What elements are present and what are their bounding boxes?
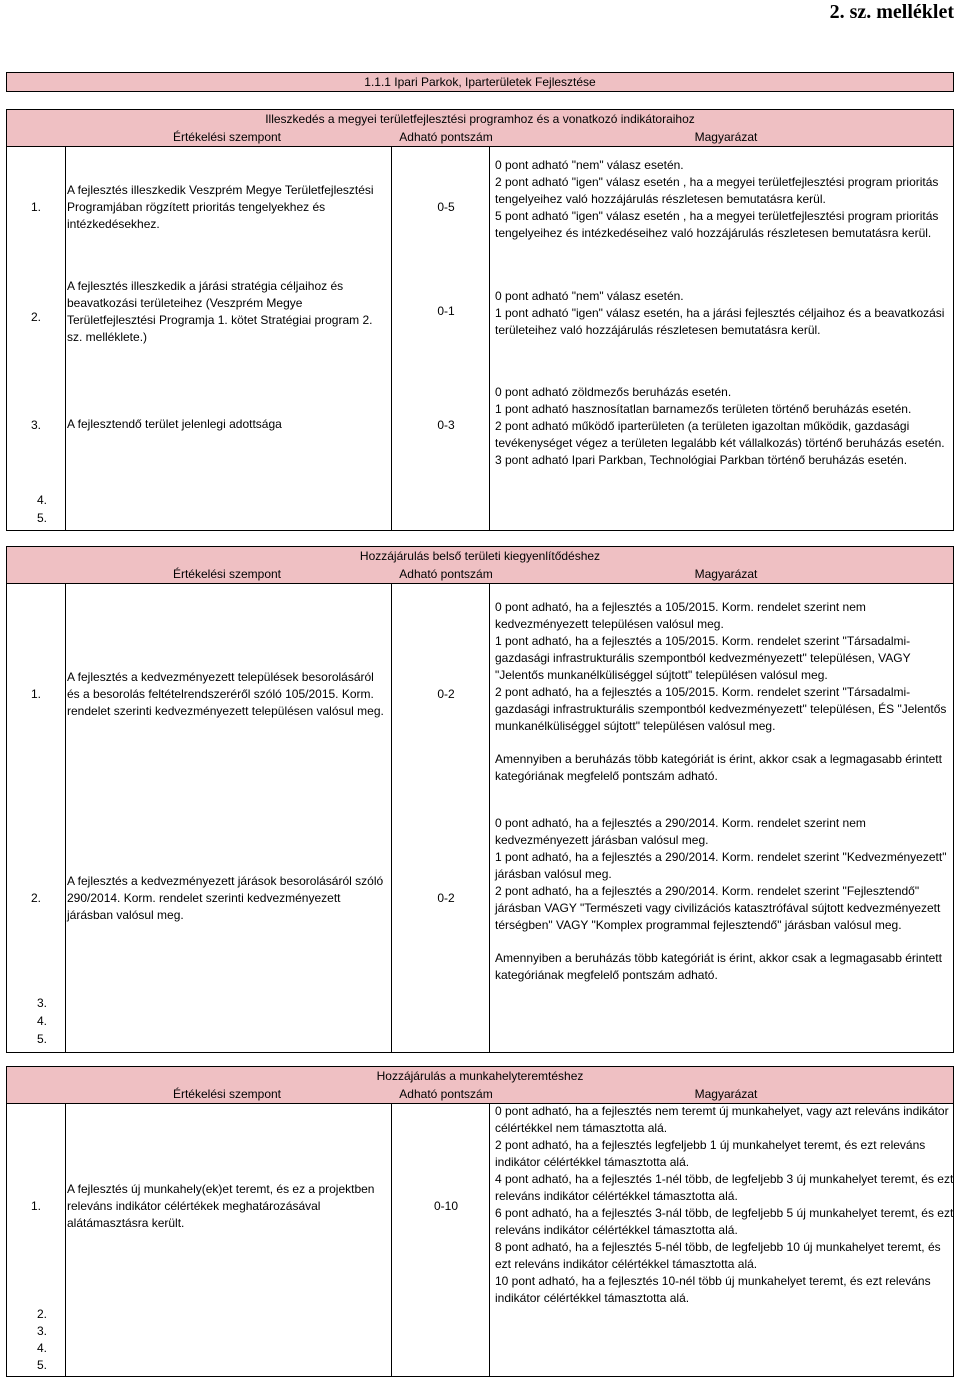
explanation-line: 5 pont adható "igen" válasz esetén , ha a megyei területfejlesztési program prioritás tengelyeihez és intézkedéseihez való hozzájárulás részletesen bemutatásra kerül. xyxy=(495,209,939,240)
column-criterion: Értékelési szempont xyxy=(172,1087,282,1101)
explanation-line: 2 pont adható működő iparterületen (a területen igazoltan működik, gazdasági tevékenységet végez a területen legalább két vállalkozás) történő beruházás esetén. xyxy=(495,419,945,450)
row-points: 0-1 xyxy=(437,304,455,318)
explanation-line: 1 pont adható "igen" válasz esetén, ha a járási fejlesztés céljaihoz és a beavatkozási területeihez való hozzájárulás részletesen bemutatásra kerül. xyxy=(495,306,945,337)
row-number: 1. xyxy=(30,687,41,701)
column-points: Adható pontszám xyxy=(399,130,493,144)
row-points: 0-10 xyxy=(433,1199,459,1213)
row-points: 0-2 xyxy=(437,891,455,905)
empty-row-number: 5. xyxy=(37,511,48,525)
section3-body xyxy=(6,1103,954,1377)
section2-heading: Hozzájárulás belső területi kiegyenlítődéshez xyxy=(6,546,954,566)
explanation-line: 8 pont adható, ha a fejlesztés 5-nél több, de legfeljebb 10 új munkahelyet teremt, és ezt releváns indikátor célértékkel támasztotta alá. xyxy=(495,1240,941,1271)
explanation-note: Amennyiben a beruházás több kategóriát is érint, akkor csak a legmagasabb érintett kategóriának megfelelő pontszám adható. xyxy=(495,752,942,783)
column-criterion: Értékelési szempont xyxy=(172,567,282,581)
section2-column-header xyxy=(6,565,954,584)
row-number: 2. xyxy=(30,310,41,324)
column-explanation: Magyarázat xyxy=(694,130,758,144)
explanation-line: 0 pont adható, ha a fejlesztés a 105/2015. Korm. rendelet szerint nem kedvezményezett településen valósul meg. xyxy=(495,600,866,631)
empty-row-number: 4. xyxy=(37,1341,48,1355)
row-criterion: A fejlesztés a kedvezményezett települések besorolásáról és a besorolás feltételrendszeréről szóló 105/2015. Korm. rendelet szerinti kedvezményezett településen valósul meg. xyxy=(67,670,384,718)
explanation-line: 0 pont adható "nem" válasz esetén. xyxy=(495,289,684,303)
column-explanation: Magyarázat xyxy=(694,567,758,581)
explanation-line: 1 pont adható, ha a fejlesztés a 290/2014. Korm. rendelet szerint "Kedvezményezett" járásban valósul meg. xyxy=(495,850,947,881)
empty-row-number: 3. xyxy=(37,996,48,1010)
column-explanation: Magyarázat xyxy=(694,1087,758,1101)
column-criterion: Értékelési szempont xyxy=(172,130,282,144)
explanation-line: 2 pont adható, ha a fejlesztés legfeljebb 1 új munkahelyet teremt, és ezt releváns indikátor célértékkel támasztotta alá. xyxy=(495,1138,926,1169)
row-criterion: A fejlesztendő terület jelenlegi adottsága xyxy=(67,417,282,431)
explanation-line: 2 pont adható, ha a fejlesztés a 290/2014. Korm. rendelet szerint "Fejlesztendő" járásban VAGY "Természeti vagy civilizációs katasztrófával sújtott kedvezményezett térségben" VAGY "Komplex programmal fejlesztendő" járásban valósul meg. xyxy=(495,884,941,932)
document-title: 1.1.1 Ipari Parkok, Iparterületek Fejlesztése xyxy=(6,72,954,92)
row-criterion: A fejlesztés illeszkedik Veszprém Megye Területfejlesztési Programjában rögzített prioritás tengelyekhez és intézkedésekhez. xyxy=(67,183,374,231)
row-criterion: A fejlesztés illeszkedik a járási stratégia céljaihoz és beavatkozási területeihez (Veszprém Megye Területfejlesztési Programja 1. kötet Stratégiai program 2. sz. melléklete.) xyxy=(67,279,373,344)
explanation-line: 0 pont adható, ha a fejlesztés nem teremt új munkahelyet, vagy azt releváns indikátor célértékkel nem támasztotta alá. xyxy=(495,1104,949,1135)
row-number: 3. xyxy=(30,418,41,432)
row-criterion: A fejlesztés a kedvezményezett járások besorolásáról szóló 290/2014. Korm. rendelet szerinti kedvezményezett járásban valósul meg. xyxy=(67,874,384,922)
column-points: Adható pontszám xyxy=(399,567,493,581)
row-points: 0-5 xyxy=(437,200,455,214)
section3-column-header xyxy=(6,1085,954,1104)
explanation-line: 10 pont adható, ha a fejlesztés 10-nél több új munkahelyet teremt, és ezt releváns indikátor célértékkel támasztotta alá. xyxy=(495,1274,931,1305)
row-explanation xyxy=(495,815,955,984)
explanation-line: 0 pont adható, ha a fejlesztés a 290/2014. Korm. rendelet szerint nem kedvezményezett járásban valósul meg. xyxy=(495,816,866,847)
explanation-line: 2 pont adható "igen" válasz esetén , ha a megyei területfejlesztési program prioritás tengelyeihez való hozzájárulás részletesen bemutatásra kerül. xyxy=(495,175,939,206)
explanation-line: 0 pont adható "nem" válasz esetén. xyxy=(495,158,684,172)
section3-heading: Hozzájárulás a munkahelyteremtéshez xyxy=(6,1066,954,1086)
row-explanation xyxy=(495,599,955,785)
row-points: 0-2 xyxy=(437,687,455,701)
explanation-line: 1 pont adható, ha a fejlesztés a 105/2015. Korm. rendelet szerint "Társadalmi-gazdasági infrastrukturális szempontból kedvezményezett" településen, VAGY "Jelentős munkanélküliséggel sújtott" településen valósul meg. xyxy=(495,634,911,682)
empty-row-number: 4. xyxy=(37,493,48,507)
row-explanation xyxy=(495,288,955,339)
section2-body xyxy=(6,583,954,1053)
row-number: 1. xyxy=(30,1199,41,1213)
column-points: Adható pontszám xyxy=(399,1087,493,1101)
section1-heading: Illeszkedés a megyei területfejlesztési programhoz és a vonatkozó indikátoraihoz xyxy=(6,109,954,129)
row-number: 1. xyxy=(30,200,41,214)
row-explanation xyxy=(495,157,955,242)
explanation-line: 4 pont adható, ha a fejlesztés 1-nél több, de legfeljebb 3 új munkahelyet teremt, és ezt releváns indikátor célértékkel támasztotta alá. xyxy=(495,1172,954,1203)
row-criterion: A fejlesztés új munkahely(ek)et teremt, és ez a projektben releváns indikátor célértékek meghatározásával alátámasztásra került. xyxy=(67,1182,375,1230)
row-number: 2. xyxy=(30,891,41,905)
explanation-line: 3 pont adható Ipari Parkban, Technológiai Parkban történő beruházás esetén. xyxy=(495,453,908,467)
empty-row-number: 3. xyxy=(37,1324,48,1338)
explanation-line: 6 pont adható, ha a fejlesztés 3-nál több, de legfeljebb 5 új munkahelyet teremt, és ezt releváns indikátor célértékkel támasztotta alá. xyxy=(495,1206,954,1237)
explanation-line: 0 pont adható zöldmezős beruházás esetén. xyxy=(495,385,732,399)
empty-row-number: 5. xyxy=(37,1358,48,1372)
row-explanation xyxy=(495,384,955,469)
empty-row-number: 4. xyxy=(37,1014,48,1028)
section1-body xyxy=(6,146,954,531)
empty-row-number: 5. xyxy=(37,1032,48,1046)
row-points: 0-3 xyxy=(437,418,455,432)
annex-label: 2. sz. melléklet xyxy=(829,1,954,23)
empty-row-number: 2. xyxy=(37,1307,48,1321)
section1-column-header xyxy=(6,128,954,147)
explanation-line: 1 pont adható hasznosítatlan barnamezős területen történő beruházás esetén. xyxy=(495,402,912,416)
row-explanation xyxy=(495,1103,955,1307)
explanation-line: 2 pont adható, ha a fejlesztés a 105/2015. Korm. rendelet szerint "Társadalmi-gazdasági infrastrukturális szempontból kedvezményezett" településen, ÉS "Jelentős munkanélküliséggel sújtott" településen valósul meg. xyxy=(495,685,947,733)
explanation-note: Amennyiben a beruházás több kategóriát is érint, akkor csak a legmagasabb érintett kategóriának megfelelő pontszám adható. xyxy=(495,951,942,982)
